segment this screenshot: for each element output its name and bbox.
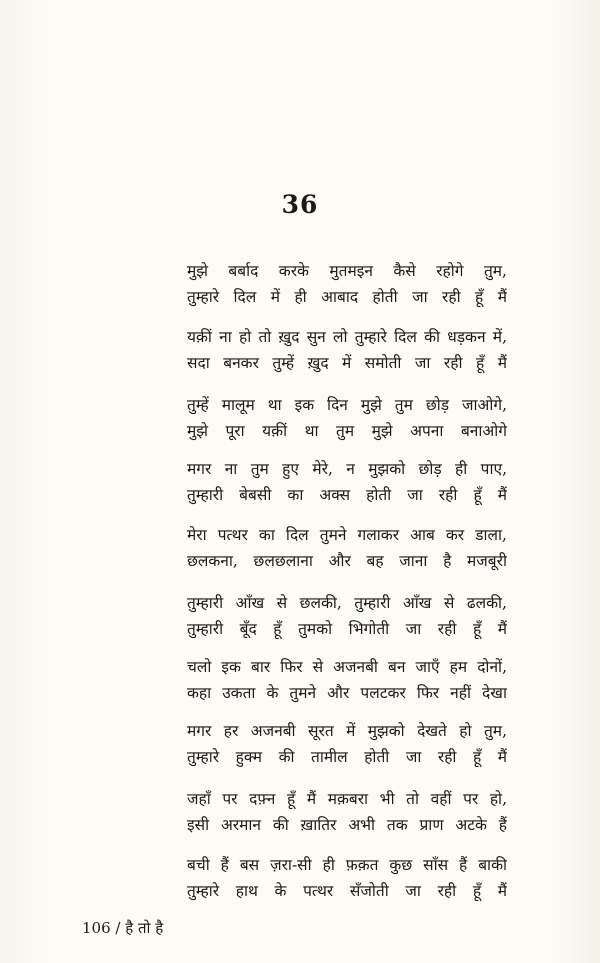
poem-line: कहा उकता के तुमने और पलटकर फिर नहीं देखा [187, 684, 507, 702]
page-footer [82, 918, 163, 938]
page-number: 106 [82, 919, 111, 937]
book-title: है तो है [125, 919, 164, 937]
poem-line: छलकना, छलछलाना और बह जाना है मजबूरी [187, 552, 507, 570]
stanza-6 [187, 590, 507, 642]
stanza-10 [187, 852, 507, 904]
poem-line: मेरा पत्थर का दिल तुमने गलाकर आब कर डाला, [187, 526, 507, 544]
poem-line: तुम्हारे हुक्म की तामील होती जा रही हूँ मैं [187, 748, 507, 766]
stanza-4 [187, 456, 507, 508]
poem-line: तुम्हारी बेबसी का अक्स होती जा रही हूँ मैं [187, 486, 507, 504]
stanza-3 [187, 392, 507, 444]
poem-line: मगर हर अजनबी सूरत में मुझको देखते हो तुम, [187, 722, 507, 740]
poem-line: चलो इक बार फिर से अजनबी बन जाएँ हम दोनों, [187, 658, 507, 676]
poem-line: मगर ना तुम हुए मेरे, न मुझको छोड़ ही पाए, [187, 460, 507, 478]
poem-number: 36 [281, 190, 319, 219]
poem-line: बची हैं बस ज़रा-सी ही फ़क़त कुछ साँस हैं बाकी [187, 856, 507, 874]
poem-line: जहाँ पर दफ़्न हूँ मैं मक़बरा भी तो वहीं पर हो, [187, 790, 507, 808]
poem-line: इसी अरमान की ख़ातिर अभी तक प्राण अटके हैं [187, 816, 507, 834]
poem-line: तुम्हारी आँख से छलकी, तुम्हारी आँख से ढलकी, [187, 594, 507, 612]
stanza-2 [187, 324, 507, 376]
stanza-9 [187, 786, 507, 838]
poem-line: मुझे बर्बाद करके मुतमइन कैसे रहोगे तुम, [187, 262, 507, 280]
poem-line: यक़ीं ना हो तो ख़ुद सुन लो तुम्हारे दिल की धड़कन में, [187, 328, 507, 346]
poem-line: तुम्हारे दिल में ही आबाद होती जा रही हूँ मैं [187, 288, 507, 306]
poem-line: तुम्हारी बूँद हूँ तुमको भिगोती जा रही हूँ मैं [187, 620, 507, 638]
stanza-7 [187, 654, 507, 706]
footer-separator: / [115, 919, 121, 937]
poem-line: मुझे पूरा यक़ीं था तुम मुझे अपना बनाओगे [187, 422, 507, 440]
poem-line: सदा बनकर तुम्हें ख़ुद में समोती जा रही हूँ मैं [187, 354, 507, 372]
stanza-1 [187, 258, 507, 310]
poem-line: तुम्हें मालूम था इक दिन मुझे तुम छोड़ जाओगे, [187, 396, 507, 414]
stanza-5 [187, 522, 507, 574]
poem-line: तुम्हारे हाथ के पत्थर सँजोती जा रही हूँ मैं [187, 882, 507, 900]
stanza-8 [187, 718, 507, 770]
